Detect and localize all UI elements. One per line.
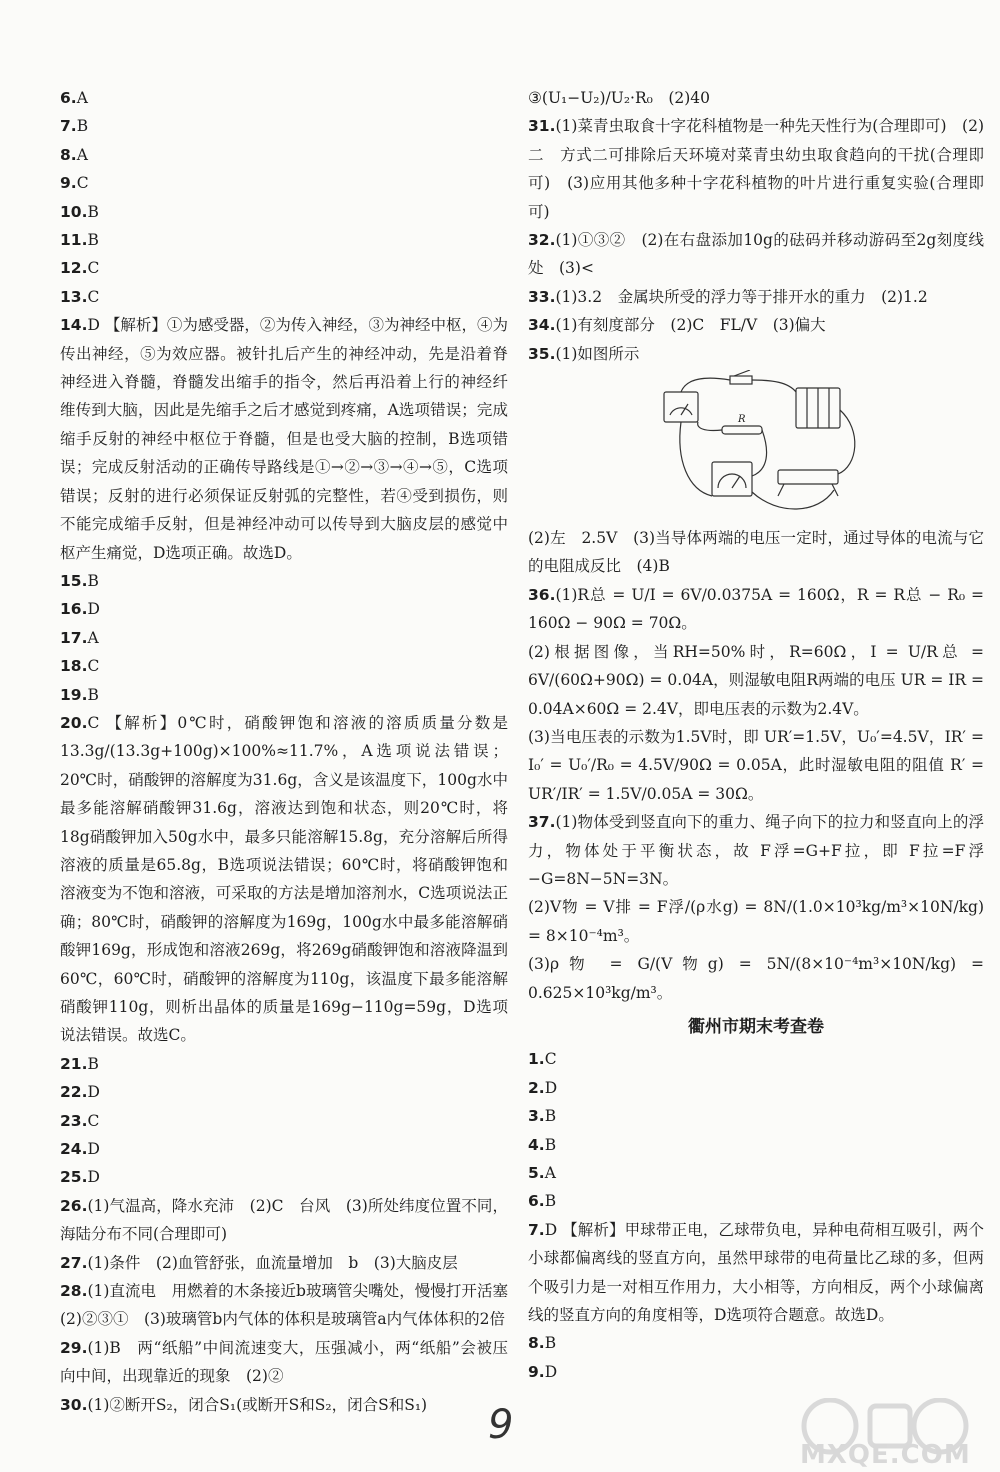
section-answer-1: [528, 1074, 984, 1102]
answer-number: 4.: [528, 1135, 545, 1154]
answer-number: 8.: [60, 145, 77, 164]
answer-number: 6.: [60, 89, 77, 107]
answer-5: [528, 340, 984, 368]
answer-23: [60, 1334, 508, 1391]
answer-number: 11.: [60, 231, 88, 250]
answer-text: (1)直流电 用燃着的木条接近b玻璃管尖嘴处，慢慢打开活塞 (2)②③① (3)玻璃管b内气体的体积是玻璃管a内气体体积的2倍: [60, 1282, 524, 1329]
answer-number: 22.: [60, 1083, 88, 1102]
answer-text: C: [544, 1050, 557, 1069]
answer-5: [60, 226, 508, 254]
answer-number: 24.: [60, 1140, 88, 1159]
answer-20: [60, 1192, 508, 1249]
answer-number: 9.: [60, 174, 77, 193]
answer-number: 20.: [60, 713, 88, 732]
answer-number: 3.: [528, 1107, 545, 1126]
answer-text: C: [87, 259, 100, 278]
answer-number: 26.: [60, 1196, 88, 1215]
answer-text: A: [76, 145, 88, 164]
answer-2: [60, 141, 508, 169]
answer-text: B: [76, 117, 89, 136]
answer-16: [60, 1078, 508, 1106]
answer-text: B: [87, 571, 99, 590]
answer-number: 27.: [60, 1253, 88, 1272]
answer-3: [528, 723, 984, 808]
answer-number: 37.: [528, 813, 556, 832]
answer-14: [60, 709, 508, 1050]
answer-number: 23.: [60, 1111, 88, 1130]
answer-number: 30.: [60, 1395, 88, 1414]
answer-text: B: [87, 231, 99, 250]
answer-text: (1)R总 = U/I = 6V/0.0375A = 160Ω，R = R总 − R₀ = 160Ω − 90Ω = 70Ω。: [528, 585, 984, 633]
answer-9: [60, 567, 508, 595]
answer-text: (1)②断开S₂，闭合S₁(或断开S和S₂，闭合S和S₁): [87, 1395, 428, 1414]
answer-number: 15.: [60, 571, 88, 590]
answer-text: C: [87, 287, 100, 306]
answer-number: 14.: [60, 316, 88, 335]
answer-text: (1)物体受到竖直向下的重力、绳子向下的拉力和竖直向上的浮力，物体处于平衡状态，故 F浮=G+F拉，即 F拉=F浮−G=8N−5N=3N。: [528, 813, 984, 888]
resistor-label: R: [738, 414, 746, 426]
answer-4: [60, 198, 508, 226]
answer-text: A: [87, 628, 99, 647]
section-answer-2: [528, 1102, 984, 1130]
section-answers: [528, 1045, 984, 1386]
answer-number: 32.: [528, 231, 556, 250]
answer-number: 17.: [60, 628, 88, 647]
answer-text: (2)左 2.5V (3)当导体两端的电压一定时，通过导体的电流与它的电阻成反比 (4)B: [528, 529, 984, 576]
answer-19: [60, 1163, 508, 1191]
answer-text: A: [76, 89, 88, 107]
answer-text: B: [544, 1192, 557, 1211]
answer-text: (1)菜青虫取食十字花科植物是一种先天性行为(合理即可) (2)二 方式二可排除后天环境对菜青虫幼虫取食趋向的干扰(合理即可) (3)应用其他多种十字花科植物的叶片进行重复实验(合理即可): [528, 117, 984, 221]
answer-text: D: [544, 1078, 558, 1097]
answer-number: 2.: [528, 1078, 545, 1097]
section-answer-4: [528, 1159, 984, 1187]
answer-text: B: [87, 1054, 99, 1073]
answer-number: 21.: [60, 1054, 88, 1073]
section-answer-3: [528, 1131, 984, 1159]
answer-number: 8.: [528, 1334, 545, 1353]
answer-text: C: [76, 174, 89, 193]
answer-text: C: [87, 657, 100, 676]
answer-6: [60, 254, 508, 282]
answer-10: [60, 595, 508, 623]
answer-5: [528, 893, 984, 950]
answer-text: (1)气温高，降水充沛 (2)C 台风 (3)所处纬度位置不同，海陆分布不同(合理即可): [60, 1196, 508, 1244]
answer-12: [60, 652, 508, 680]
answer-22: [60, 1277, 524, 1334]
answer-13: [60, 681, 508, 709]
watermark-text: MXQE.COM: [800, 1440, 971, 1470]
answer-11: [60, 624, 508, 652]
answer-number: 12.: [60, 259, 88, 278]
right-column-bottom: [528, 524, 984, 1007]
answer-number: 18.: [60, 657, 88, 676]
answer-text: (3)ρ物 = G/(V物g) = 5N/(8×10⁻⁴m³×10N/kg) = 0.625×10³kg/m³。: [528, 955, 984, 1002]
answer-text: B: [544, 1107, 557, 1126]
answer-15: [60, 1050, 508, 1078]
answer-1: [528, 112, 984, 226]
answer-text: (1)①③② (2)在右盘添加10g的砝码并移动游码至2g刻度线处 (3)<: [528, 231, 984, 278]
answer-text: D: [87, 1168, 100, 1187]
answer-8: [60, 311, 508, 567]
section-answer-0: [528, 1045, 984, 1073]
section-title: 衢州市期末考查卷: [688, 1016, 824, 1037]
answer-0: [528, 84, 984, 112]
answer-24: [60, 1391, 508, 1419]
answer-text: (1)如图所示: [555, 344, 640, 363]
answer-text: (3)当电压表的示数为1.5V时，即 UR′=1.5V，U₀′=4.5V，IR′ = I₀′ = U₀′/R₀ = 4.5V/90Ω = 0.05A，此时湿敏电阻的阻值 R′ = UR′/IR′ = 1.5V/0.05A = 30Ω。: [528, 727, 984, 803]
answer-number: 7.: [528, 1220, 545, 1239]
answer-number: 19.: [60, 685, 88, 704]
answer-text: D 【解析】①为感受器，②为传入神经，③为神经中枢，④为传出神经，⑤为效应器。被针扎后产生的神经冲动，先是沿着脊神经进入脊髓，脊髓发出缩手的指令，然后再沿着上行的神经纤维传到大脑，因此是先缩手之后才感觉到疼痛，A选项错误；完成缩手反射的神经中枢位于脊髓，但是也受大脑的控制，B选项错误；完成反射活动的正确传导路线是①→②→③→④→⑤，C选项错误；反射的进行必须保证反射弧的完整性，若④受到损伤，则不能完成缩手反射，但是神经冲动可以传导到大脑皮层的感觉中枢产生痛觉，D选项正确。故选D。: [60, 316, 508, 562]
answer-text: D: [544, 1362, 558, 1381]
answer-text: D: [87, 1140, 100, 1159]
answer-text: (1)有刻度部分 (2)C FL/V (3)偏大: [555, 316, 826, 335]
answer-number: 10.: [60, 202, 88, 221]
answer-2: [528, 226, 984, 283]
answer-text: ③(U₁−U₂)/U₂·R₀ (2)40: [528, 89, 711, 107]
answer-2: [528, 638, 984, 723]
answer-number: 7.: [60, 117, 77, 136]
answer-text: (1)B 两“纸船”中间流速变大，压强减小，两“纸船”会被压向中间，出现靠近的现象 (2)②: [60, 1338, 508, 1386]
answer-21: [60, 1249, 508, 1277]
answer-text: (2)根据图像，当RH=50%时，R=60Ω，I = U/R总 = 6V/(60Ω+90Ω) = 0.04A，则湿敏电阻R两端的电压 UR = IR = 0.04A×60Ω = 2.4V，即电压表的示数为2.4V。: [528, 642, 984, 718]
answer-4: [528, 808, 984, 893]
answer-1: [528, 581, 984, 638]
answer-text: A: [544, 1164, 556, 1182]
answer-number: 35.: [528, 344, 556, 363]
answer-number: 28.: [60, 1282, 88, 1301]
page-number: 9: [488, 1402, 514, 1448]
answer-number: 31.: [528, 117, 556, 136]
answer-text: B: [87, 202, 99, 221]
section-answer-5: [528, 1187, 984, 1215]
circuit-diagram-figure: [658, 370, 872, 522]
answer-number: 34.: [528, 316, 556, 335]
answer-text: C 【解析】0℃时，硝酸钾饱和溶液的溶质质量分数是 13.3g/(13.3g+100g)×100%≈11.7%，A选项说法错误；20℃时，硝酸钾的溶解度为31.6g，含义是该温度下，100g水中最多能溶解硝酸钾31.6g，溶液达到饱和状态，则20℃时，将18g硝酸钾加入50g水中，最多只能溶解15.8g，充分溶解后所得溶液的质量是65.8g，B选项说法错误；60℃时，将硝酸钾饱和溶液变为不饱和溶液，可采取的方法是增加溶剂水，C选项说法正确；80℃时，硝酸钾的溶解度为169g，100g水中最多能溶解硝酸钾169g，形成饱和溶液269g，将269g硝酸钾饱和溶液降温到60℃，60℃时，硝酸钾的溶解度为110g，该温度下最多能溶解硝酸钾110g，则析出晶体的质量是169g−110g=59g，D选项说法错误。故选C。: [60, 713, 508, 1045]
right-column: [528, 84, 984, 1386]
answer-number: 25.: [60, 1168, 88, 1187]
answer-text: (1)条件 (2)血管舒张，血流量增加 b (3)大脑皮层: [87, 1253, 458, 1272]
answer-17: [60, 1107, 508, 1135]
section-answer-8: [528, 1358, 984, 1386]
answer-text: (1)3.2 金属块所受的浮力等于排开水的重力 (2)1.2: [555, 287, 928, 306]
section-answer-7: [528, 1329, 984, 1357]
answer-number: 33.: [528, 287, 556, 306]
answer-1: [60, 112, 508, 140]
answer-number: 29.: [60, 1338, 88, 1357]
answer-text: D: [87, 1083, 100, 1102]
answer-18: [60, 1135, 508, 1163]
right-column-top: [528, 84, 984, 368]
answer-number: 9.: [528, 1362, 545, 1381]
section-answer-6: [528, 1216, 984, 1330]
answer-7: [60, 283, 508, 311]
answer-text: B: [87, 685, 99, 704]
answer-number: 13.: [60, 287, 88, 306]
answer-4: [528, 311, 984, 339]
answer-number: 6.: [528, 1192, 545, 1211]
answer-3: [60, 169, 508, 197]
answer-6: [528, 950, 984, 1007]
answer-number: 16.: [60, 600, 88, 619]
answer-text: B: [544, 1135, 557, 1154]
left-column: [60, 84, 524, 1419]
answer-text: C: [87, 1111, 100, 1130]
answer-3: [528, 283, 984, 311]
answer-0: [60, 84, 508, 112]
answer-number: 1.: [528, 1050, 545, 1069]
answer-text: B: [544, 1334, 557, 1353]
answer-text: D 【解析】甲球带正电，乙球带负电，异种电荷相互吸引，两个小球都偏离线的竖直方向，虽然甲球带的电荷量比乙球的多，但两个吸引力是一对相互作用力，大小相等，方向相反，两个小球偏离线的竖直方向的角度相等，D选项符合题意。故选D。: [528, 1220, 984, 1325]
answer-0: [528, 524, 984, 581]
answer-text: D: [87, 600, 100, 619]
answer-text: (2)V物 = V排 = F浮/(ρ水g) = 8N/(1.0×10³kg/m³×10N/kg) = 8×10⁻⁴m³。: [528, 898, 984, 945]
answer-number: 36.: [528, 585, 556, 604]
answer-number: 5.: [528, 1164, 545, 1182]
